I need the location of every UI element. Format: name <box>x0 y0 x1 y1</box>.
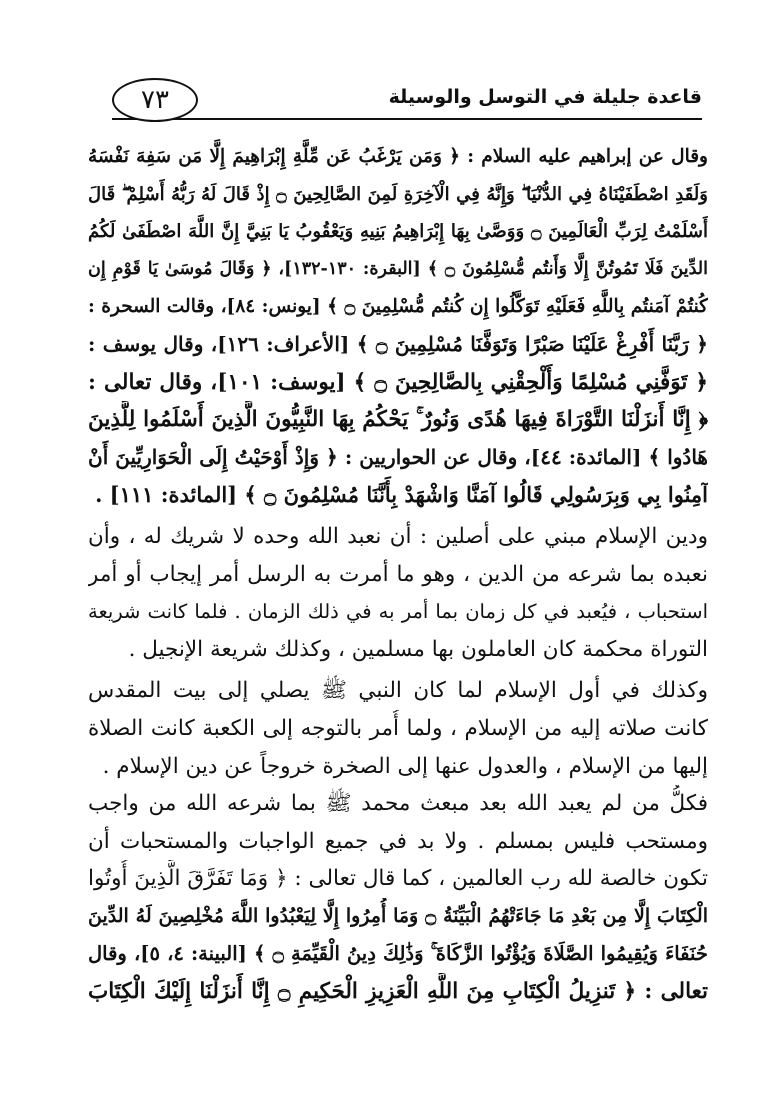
text-line: أَسْلَمْتُ لِرَبِّ الْعَالَمِينَ ۝ وَوَصَّىٰ بِهَا إِبْرَاهِيمُ بَنِيهِ وَيَعْقُوبُ يَا بَنِيَّ إِنَّ اللَّهَ اصْطَفَىٰ لَكُمُ <box>88 221 708 243</box>
text-line: إليها من الإسلام ، والعدول عنها إلى الصخرة خروجاً عن دين الإسلام . <box>102 753 708 779</box>
text-line: نعبده بما شرعه من الدين ، وهو ما أمرت به الرسل أمر إيجاب أو أمر <box>88 561 708 587</box>
page-number: ٧٣ <box>112 78 198 122</box>
running-title: قاعدة جليلة في التوسل والوسيلة <box>388 86 702 108</box>
page-header <box>112 78 702 122</box>
text-line: الْكِتَابَ إِلَّا مِن بَعْدِ مَا جَاءَتْهُمُ الْبَيِّنَةُ ۝ وَمَا أُمِرُوا إِلَّا لِيَعْبُدُوا اللَّهَ مُخْلِصِينَ لَهُ الدِّينَ <box>88 904 708 927</box>
text-line: آمِنُوا بِي وَبِرَسُولِي قَالُوا آمَنَّا وَاشْهَدْ بِأَنَّنَا مُسْلِمُونَ ۝ ﴾ [المائدة: ١١١] . <box>95 482 708 508</box>
text-line: وكذلك في أول الإسلام لما كان النبي ﷺ يصلي إلى بيت المقدس <box>88 678 708 704</box>
text-line: وَلَقَدِ اصْطَفَيْنَاهُ فِي الدُّنْيَا ۖ وَإِنَّهُ فِي الْآخِرَةِ لَمِنَ الصَّالِحِينَ ۝ إِذْ قَالَ لَهُ رَبُّهُ أَسْلِمْ ۖ قَالَ <box>88 183 708 205</box>
text-line: ودين الإسلام مبني على أصلين : أن نعبد الله وحده لا شريك له ، وأن <box>88 523 708 549</box>
text-line: ﴿ إِنَّا أَنزَلْنَا التَّوْرَاةَ فِيهَا هُدًى وَنُورٌ ۚ يَحْكُمُ بِهَا النَّبِيُّونَ الَّذِينَ أَسْلَمُوا لِلَّذِينَ <box>88 407 708 433</box>
text-line: ﴿ تَوَفَّنِي مُسْلِمًا وَأَلْحِقْنِي بِالصَّالِحِينَ ۝ ﴾ [يوسف: ١٠١]، وقال تعالى : <box>88 369 708 395</box>
text-line: فكلُّ من لم يعبد الله بعد مبعث محمد ﷺ بما شرعه الله من واجب <box>88 791 708 817</box>
text-line: استحباب ، فيُعبد في كل زمان بما أمر به في ذلك الزمان . فلما كانت شريعة <box>88 600 708 624</box>
text-line: وقال عن إبراهيم عليه السلام : ﴿ وَمَن يَرْغَبُ عَن مِّلَّةِ إِبْرَاهِيمَ إِلَّا مَن سَفِهَ نَفْسَهُ <box>88 146 708 167</box>
text-line: التوراة محكمة كان العاملون بها مسلمين ، وكذلك شريعة الإنجيل . <box>128 636 708 662</box>
text-line: تعالى : ﴿ تَنزِيلُ الْكِتَابِ مِنَ اللَّهِ الْعَزِيزِ الْحَكِيمِ ۝ إِنَّا أَنزَلْنَا إِلَيْكَ الْكِتَابَ <box>88 979 708 1005</box>
text-line: ﴿ رَبَّنَا أَفْرِغْ عَلَيْنَا صَبْرًا وَتَوَفَّنَا مُسْلِمِينَ ۝ ﴾ [الأعراف: ١٢٦]، وقال يوسف : <box>88 331 708 356</box>
text-line: الدِّينَ فَلَا تَمُوتُنَّ إِلَّا وَأَنتُم مُّسْلِمُونَ ۝ ﴾ [البقرة: ١٣٠-١٣٢]، ﴿ وَقَالَ مُوسَىٰ يَا قَوْمِ إِن <box>88 258 708 279</box>
text-line: كُنتُمْ آمَنتُم بِاللَّهِ فَعَلَيْهِ تَوَكَّلُوا إِن كُنتُم مُّسْلِمِينَ ۝ ﴾ [يونس: ٨٤]، وقالت السحرة : <box>88 296 708 318</box>
text-line: ومستحب فليس بمسلم . ولا بد في جميع الواجبات والمستحبات أن <box>88 828 708 854</box>
body-text <box>88 138 708 1011</box>
text-line: تكون خالصة لله رب العالمين ، كما قال تعالى : ﴿ وَمَا تَفَرَّقَ الَّذِينَ أُوتُوا <box>88 866 708 892</box>
header-rule <box>112 118 702 120</box>
text-line: هَادُوا ﴾ [المائدة: ٤٤]، وقال عن الحواريين : ﴿ وَإِذْ أَوْحَيْتُ إِلَى الْحَوَارِيِّينَ أَنْ <box>88 444 708 469</box>
text-line: حُنَفَاءَ وَيُقِيمُوا الصَّلَاةَ وَيُؤْتُوا الزَّكَاةَ ۚ وَذَٰلِكَ دِينُ الْقَيِّمَةِ ۝ ﴾ [البينة: ٤، ٥]، وقال <box>88 942 708 966</box>
text-line: كانت صلاته إليه من الإسلام ، ولما أُمر بالتوجه إلى الكعبة كانت الصلاة <box>88 715 708 741</box>
